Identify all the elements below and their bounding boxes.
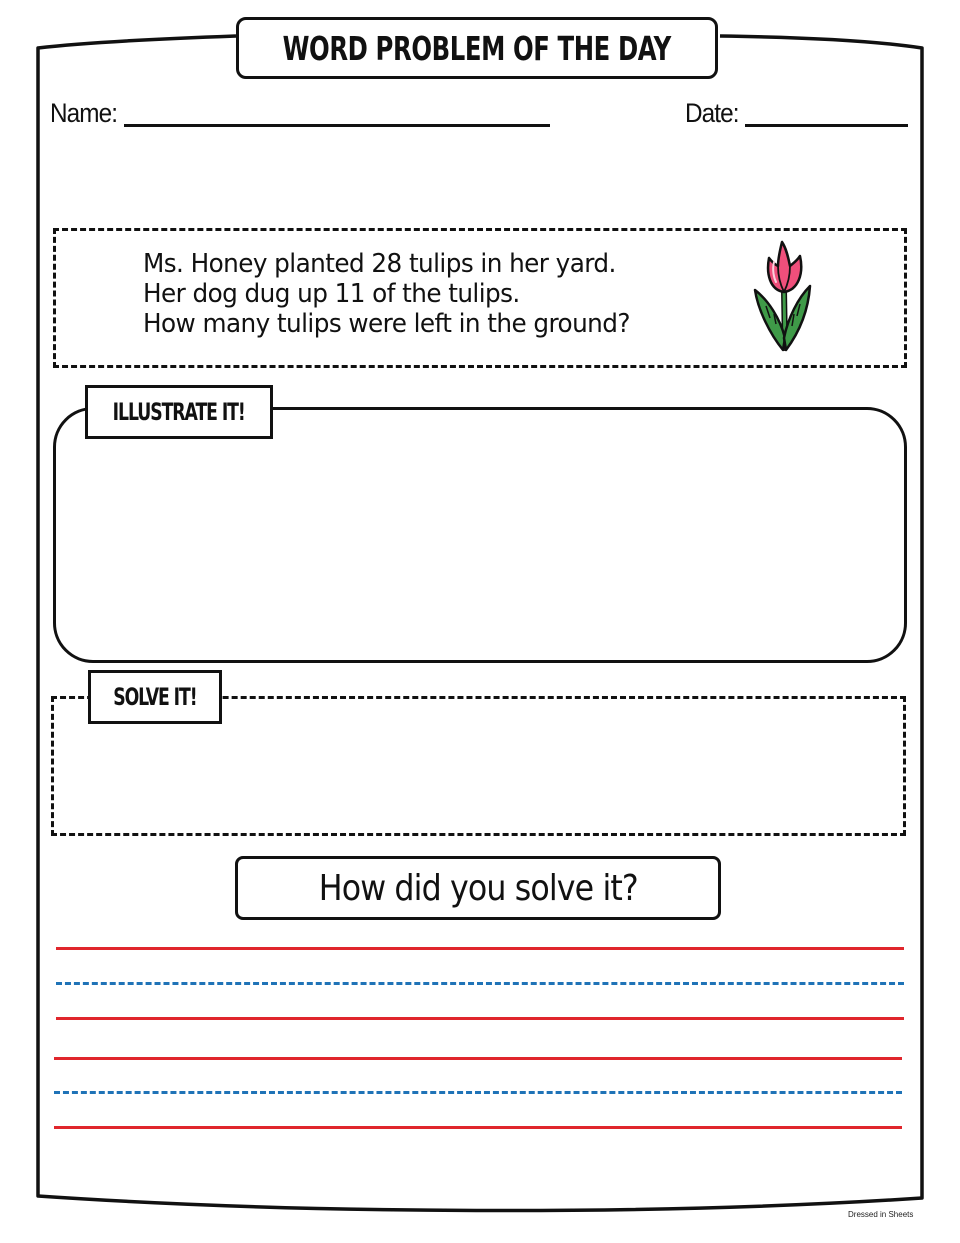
problem-text <box>143 249 630 339</box>
solve-label: SOLVE IT! <box>113 683 197 711</box>
illustrate-area[interactable] <box>53 407 907 663</box>
illustrate-tag <box>85 385 273 439</box>
writing-line-top-1[interactable] <box>56 947 904 950</box>
explain-prompt: How did you solve it? <box>318 867 638 909</box>
date-field[interactable] <box>745 124 908 127</box>
writing-line-base-2[interactable] <box>54 1126 902 1129</box>
solve-tag <box>88 670 222 724</box>
illustrate-label: ILLUSTRATE IT! <box>112 398 246 426</box>
tulip-icon <box>752 238 814 356</box>
writing-line-base-1[interactable] <box>56 1017 904 1020</box>
title-banner <box>236 17 718 79</box>
problem-line-2: Her dog dug up 11 of the tulips. <box>143 279 520 309</box>
name-label: Name: <box>50 98 118 128</box>
writing-line-top-2[interactable] <box>54 1057 902 1060</box>
credit-text: Dressed in Sheets <box>848 1210 914 1219</box>
writing-line-mid-1 <box>56 982 904 985</box>
explain-prompt-box <box>235 856 721 920</box>
date-label: Date: <box>685 98 739 128</box>
problem-line-1: Ms. Honey planted 28 tulips in her yard. <box>143 249 616 279</box>
problem-line-3: How many tulips were left in the ground? <box>143 309 630 339</box>
writing-line-mid-2 <box>54 1091 902 1094</box>
name-field[interactable] <box>124 124 550 127</box>
page-title: WORD PROBLEM OF THE DAY <box>282 28 672 68</box>
